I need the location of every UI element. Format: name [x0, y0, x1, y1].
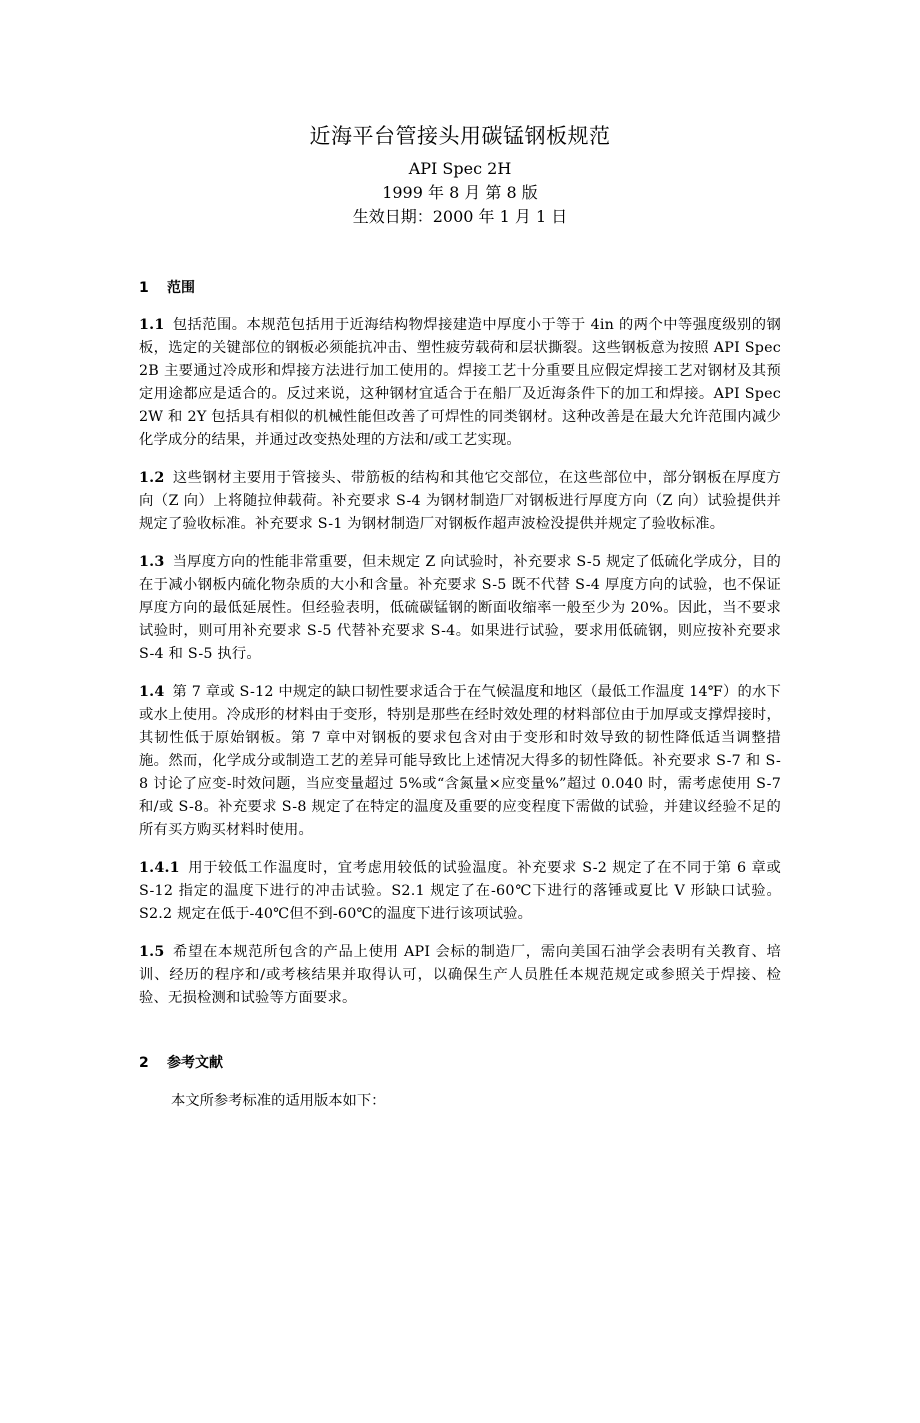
paragraph-1-3	[139, 551, 781, 666]
paragraph-text: 用于较低工作温度时，宜考虑用较低的试验温度。补充要求 S-2 规定了在不同于第 6 章或 S-12 指定的温度下进行的冲击试验。S2.1 规定了在-60℃下进行的落锤或夏比 V 形缺口试验。S2.2 规定在低于-40℃但不到-60℃的温度下进行该项试验。	[139, 860, 781, 922]
paragraph-text: 包括范围。本规范包括用于近海结构物焊接建造中厚度小于等于 4in 的两个中等强度级别的钢板，选定的关键部位的钢板必须能抗冲击、塑性疲劳载荷和层状撕裂。这些钢板意为按照 API Spec 2B 主要通过冷成形和焊接方法进行加工使用的。焊接工艺十分重要且应假定焊接工艺对钢材及其预定用途都应是适合的。反过来说，这种钢材宜适合于在船厂及近海条件下的加工和焊接。API Spec 2W 和 2Y 包括具有相似的机械性能但改善了可焊性的同类钢材。这种改善是在最大允许范围内减少化学成分的结果，并通过改变热处理的方法和/或工艺实现。	[139, 317, 781, 448]
paragraph-1-2	[139, 467, 781, 536]
section-2-heading	[139, 1052, 781, 1074]
paragraph-1-5	[139, 941, 781, 1010]
references-intro: 本文所参考标准的适用版本如下：	[171, 1093, 386, 1109]
paragraph-text: 当厚度方向的性能非常重要，但未规定 Z 向试验时，补充要求 S-5 规定了低硫化学成分，目的在于减小钢板内硫化物杂质的大小和含量。补充要求 S-5 既不代替 S-4 厚度方向的试验，也不保证厚度方向的最低延展性。但经验表明，低硫碳锰钢的断面收缩率一般至少为 20%。因此，当不要求试验时，则可用补充要求 S-5 代替补充要求 S-4。如果进行试验，要求用低硫钢，则应按补充要求 S-4 和 S-5 执行。	[139, 554, 781, 662]
edition-line: 1999 年 8 月 第 8 版	[382, 183, 538, 202]
paragraph-1-4-1	[139, 857, 781, 926]
section-number: 1	[139, 280, 149, 296]
paragraph-1-1	[139, 314, 781, 452]
section-title: 参考文献	[167, 1055, 223, 1071]
paragraph-number: 1.4	[139, 684, 165, 700]
document-page	[0, 121, 920, 1423]
paragraph-1-4	[139, 681, 781, 842]
section-1-heading	[139, 277, 781, 299]
spec-number: API Spec 2H	[408, 159, 512, 178]
paragraph-text: 第 7 章或 S-12 中规定的缺口韧性要求适合于在气候温度和地区（最低工作温度 14℉）的水下或水上使用。冷成形的材料由于变形，特别是那些在经时效处理的材料部位由于加厚或支撑焊接时，其韧性低于原始钢板。第 7 章中对钢板的要求包含对由于变形和时效导致的韧性降低适当调整措施。然而，化学成分或制造工艺的差异可能导致比上述情况大得多的韧性降低。补充要求 S-7 和 S-8 讨论了应变-时效问题，当应变量超过 5%或“含氮量×应变量%”超过 0.040 时，需考虑使用 S-7 和/或 S-8。补充要求 S-8 规定了在特定的温度及重要的应变程度下需做的试验，并建议经验不足的所有买方购买材料时使用。	[139, 684, 781, 838]
document-title: 近海平台管接头用碳锰钢板规范	[309, 124, 611, 148]
section-number: 2	[139, 1055, 149, 1071]
paragraph-number: 1.5	[139, 944, 165, 960]
paragraph-number: 1.3	[139, 554, 165, 570]
paragraph-number: 1.2	[139, 470, 165, 486]
paragraph-number: 1.4.1	[139, 860, 180, 876]
paragraph-number: 1.1	[139, 317, 165, 333]
effective-date: 生效日期：2000 年 1 月 1 日	[352, 207, 568, 226]
paragraph-text: 希望在本规范所包含的产品上使用 API 会标的制造厂，需向美国石油学会表明有关教育、培训、经历的程序和/或考核结果并取得认可，以确保生产人员胜任本规范规定或参照关于焊接、检验、无损检测和试验等方面要求。	[139, 944, 781, 1006]
paragraph-text: 这些钢材主要用于管接头、带筋板的结构和其他它交部位，在这些部位中，部分钢板在厚度方向（Z 向）上将随拉伸载荷。补充要求 S-4 为钢材制造厂对钢板进行厚度方向（Z 向）试验提供并规定了验收标准。补充要求 S-1 为钢材制造厂对钢板作超声波检没提供并规定了验收标准。	[139, 470, 781, 532]
section-title: 范围	[167, 280, 195, 296]
